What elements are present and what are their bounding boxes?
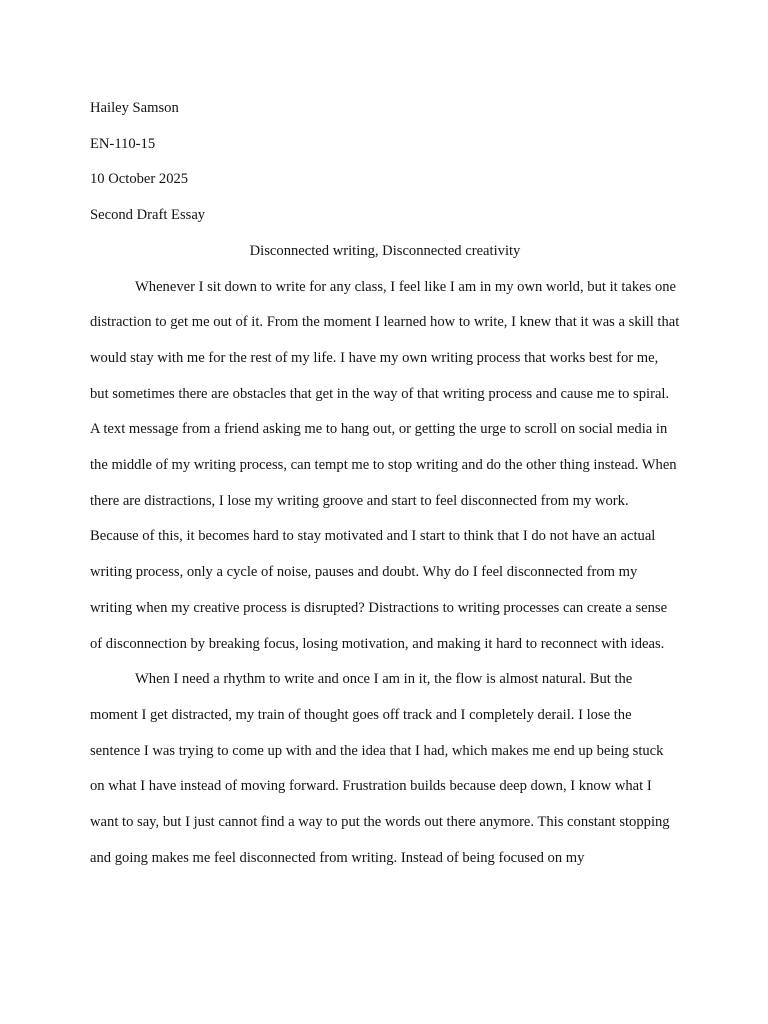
- course-code: EN-110-15: [90, 135, 156, 152]
- essay-title: Disconnected writing, Disconnected creativity: [249, 242, 521, 259]
- essay-date: 10 October 2025: [90, 171, 189, 188]
- essay-paragraph-2: When I need a rhythm to write and once I am in it, the flow is almost natural. But the moment I get distracted, my train of thought goes off track and I completely derail. I lose the sentence I was trying to come up with and the idea that I had, which makes me end up being stuck on what I have instead of moving forward. Frustration builds because deep down, I know what I want to say, but I just cannot find a way to put the words out there anymore. This constant stopping and going makes me feel disconnected from writing. Instead of being focused on my: [90, 671, 670, 866]
- assignment-label: Second Draft Essay: [90, 207, 206, 224]
- author-name: Hailey Samson: [90, 100, 179, 116]
- essay-paragraph-1: Whenever I sit down to write for any class, I feel like I am in my own world, but it takes one distraction to get me out of it. From the moment I learned how to write, I knew that it was a skill that would stay with me for the rest of my life. I have my own writing process that works best for me, but sometimes there are obstacles that get in the way of that writing process and cause me to spiral. A text message from a friend asking me to hang out, or getting the urge to scroll on social media in the middle of my writing process, can tempt me to stop writing and do the other thing instead. When there are distractions, I lose my writing groove and start to feel disconnected from my work. Because of this, it becomes hard to stay motivated and I start to think that I do not have an actual writing process, only a cycle of noise, pauses and doubt. Why do I feel disconnected from my writing when my creative process is disrupted? Distractions to writing processes can create a sense of disconnection by breaking focus, losing motivation, and making it hard to reconnect with ideas.: [90, 278, 680, 652]
